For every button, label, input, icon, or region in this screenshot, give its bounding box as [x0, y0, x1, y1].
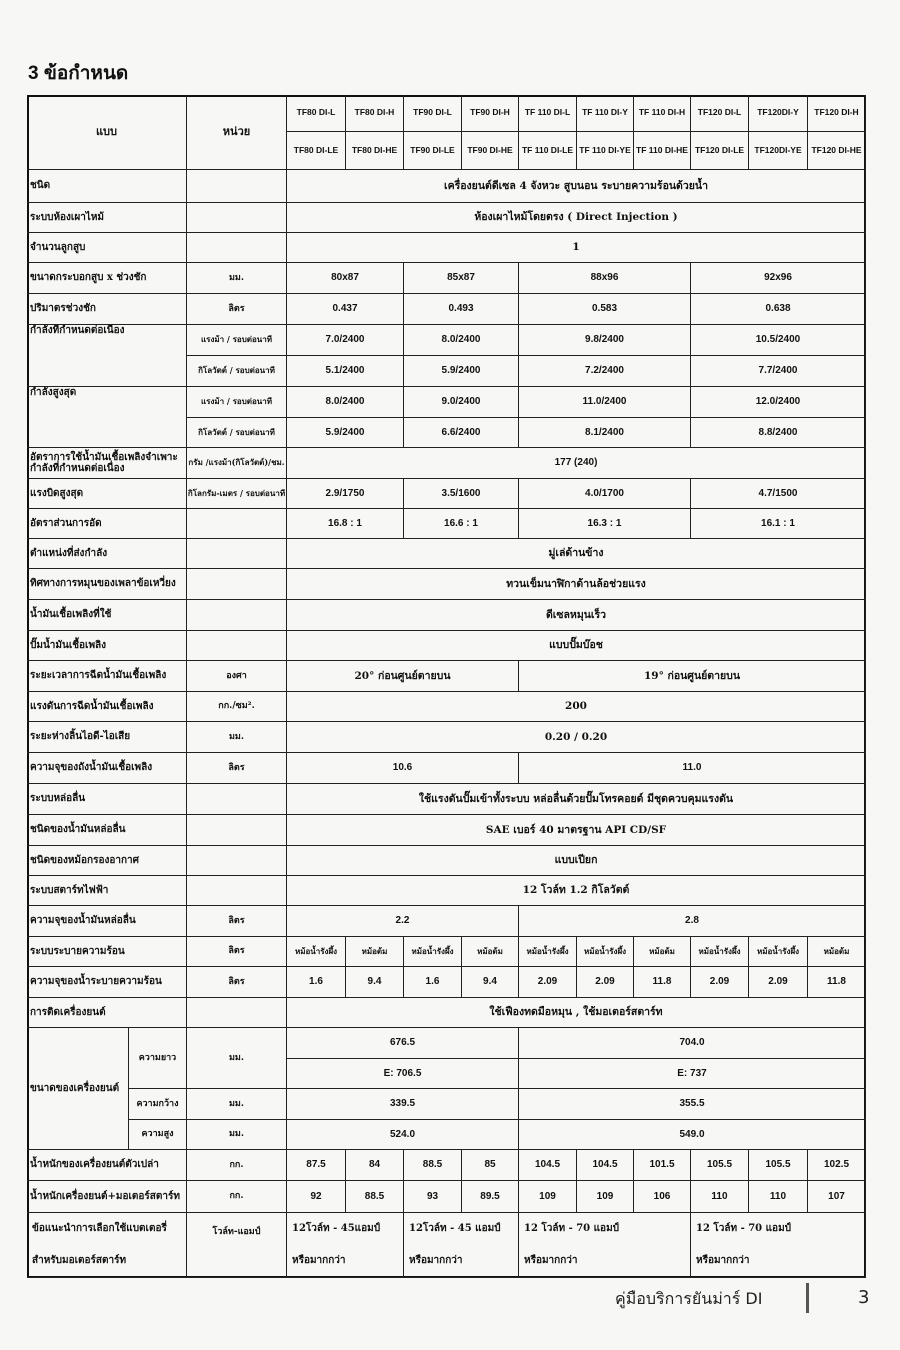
spec-value: 676.5 [287, 1028, 519, 1059]
section-title: 3 ข้อกำหนด [28, 63, 129, 84]
model-name-bottom: TF90 DI-LE [404, 132, 462, 170]
spec-value: 1.6 [287, 967, 346, 998]
spec-unit: กิโลวัตต์ / รอบต่อนาที [187, 418, 287, 448]
spec-label: ชนิดของหม้อกรองอากาศ [27, 846, 187, 876]
spec-value: 88.5 [346, 1181, 404, 1213]
spec-value: ทวนเข็มนาฬิกาด้านล้อช่วยแรง [287, 569, 866, 600]
battery-value-line: 12 โวล์ท - 70 แอมป์ [524, 1223, 620, 1235]
spec-label: จำนวนลูกสูบ [27, 233, 187, 263]
dimension-sublabel: ความสูง [129, 1120, 187, 1150]
spec-unit: องศา [187, 661, 287, 692]
spec-value: 4.0/1700 [519, 479, 691, 509]
spec-label: ชนิด [27, 170, 187, 203]
footer-title: คู่มือบริการยันม่าร์ DI [615, 1289, 763, 1308]
spec-label: ความจุของน้ำระบายความร้อน [27, 967, 187, 998]
spec-value: 2.9/1750 [287, 479, 404, 509]
spec-value: 85 [462, 1150, 519, 1181]
model-name-bottom: TF80 DI-LE [287, 132, 346, 170]
model-name-top: TF90 DI-L [404, 95, 462, 132]
model-name-bottom: TF 110 DI-LE [519, 132, 577, 170]
spec-value: 84 [346, 1150, 404, 1181]
spec-unit: ลิตร [187, 967, 287, 998]
spec-value: 6.6/2400 [404, 418, 519, 448]
spec-unit: กิโลวัตต์ / รอบต่อนาที [187, 356, 287, 387]
spec-value: 20° ก่อนศูนย์ตายบน [287, 661, 519, 692]
spec-unit [187, 631, 287, 661]
spec-value: 9.4 [346, 967, 404, 998]
spec-value: 3.5/1600 [404, 479, 519, 509]
spec-value: 524.0 [287, 1120, 519, 1150]
spec-value: 105.5 [691, 1150, 749, 1181]
spec-value: 11.0/2400 [519, 387, 691, 418]
spec-value: 200 [287, 692, 866, 722]
battery-recommendation [691, 1213, 866, 1278]
spec-unit: กก. [187, 1150, 287, 1181]
spec-value: 16.8 : 1 [287, 509, 404, 539]
battery-label-line: ข้อแนะนำการเลือกใช้แบตเตอรี่ [32, 1223, 167, 1235]
spec-value: 0.583 [519, 294, 691, 325]
spec-unit [187, 600, 287, 631]
spec-unit [187, 170, 287, 203]
spec-value: 110 [691, 1181, 749, 1213]
spec-value: 339.5 [287, 1089, 519, 1120]
spec-value: 106 [634, 1181, 691, 1213]
spec-value: 0.638 [691, 294, 866, 325]
spec-unit [187, 815, 287, 846]
spec-value: หม้อน้ำรังผึ้ง [749, 937, 808, 967]
spec-label: น้ำหนักของเครื่องยนต์ตัวเปล่า [27, 1150, 187, 1181]
spec-value: 1 [287, 233, 866, 263]
spec-value: 11.8 [808, 967, 866, 998]
dimension-sublabel: ความกว้าง [129, 1089, 187, 1120]
spec-value: 549.0 [519, 1120, 866, 1150]
spec-label: ปริมาตรช่วงชัก [27, 294, 187, 325]
spec-value: 104.5 [577, 1150, 634, 1181]
spec-unit: กรัม /แรงม้า(กิโลวัตต์)/ชม. [187, 448, 287, 479]
spec-value: หม้อต้ม [634, 937, 691, 967]
spec-value: 102.5 [808, 1150, 866, 1181]
spec-value: เครื่องยนต์ดีเซล 4 จังหวะ สูบนอน ระบายความร้อนด้วยน้ำ [287, 170, 866, 203]
spec-label: ทิศทางการหมุนของเพลาข้อเหวี่ยง [27, 569, 187, 600]
model-name-top: TF120 DI-L [691, 95, 749, 132]
spec-value: 10.6 [287, 753, 519, 784]
spec-unit: ลิตร [187, 937, 287, 967]
battery-label-line: สำหรับมอเตอร์สตาร์ท [32, 1255, 127, 1267]
spec-label: กำลังสูงสุด [27, 387, 187, 448]
spec-value: 9.0/2400 [404, 387, 519, 418]
spec-value: 92x96 [691, 263, 866, 294]
spec-value: 8.1/2400 [519, 418, 691, 448]
spec-value: ใช้เฟืองทดมือหมุน , ใช้มอเตอร์สตาร์ท [287, 998, 866, 1028]
spec-unit: ลิตร [187, 294, 287, 325]
model-name-top: TF80 DI-H [346, 95, 404, 132]
spec-value: หม้อน้ำรังผึ้ง [519, 937, 577, 967]
spec-value: หม้อต้ม [462, 937, 519, 967]
spec-label: อัตราการใช้น้ำมันเชื้อเพลิงจำเพาะกำลังที่กำหนดต่อเนื่อง [27, 448, 187, 479]
spec-value: 11.8 [634, 967, 691, 998]
spec-value: แบบปั๊มบ๊อช [287, 631, 866, 661]
spec-value: 8.8/2400 [691, 418, 866, 448]
page-number: 3 [858, 1287, 870, 1308]
spec-value: 10.5/2400 [691, 325, 866, 356]
battery-value-line: หรือมากกว่า [409, 1255, 463, 1267]
model-name-top: TF 110 DI-H [634, 95, 691, 132]
spec-value: มู่เล่ด้านข้าง [287, 539, 866, 569]
spec-value: 80x87 [287, 263, 404, 294]
spec-value: หม้อต้ม [808, 937, 866, 967]
spec-value: 4.7/1500 [691, 479, 866, 509]
model-name-top: TF120 DI-H [808, 95, 866, 132]
spec-unit: กก./ซม². [187, 692, 287, 722]
spec-value: 177 (240) [287, 448, 866, 479]
battery-recommendation [287, 1213, 404, 1278]
spec-label: ปั๊มน้ำมันเชื้อเพลิง [27, 631, 187, 661]
spec-label: การติดเครื่องยนต์ [27, 998, 187, 1028]
spec-unit: ลิตร [187, 906, 287, 937]
spec-value: 88x96 [519, 263, 691, 294]
spec-unit: กิโลกรัม-เมตร / รอบต่อนาที [187, 479, 287, 509]
model-name-bottom: TF90 DI-HE [462, 132, 519, 170]
spec-value: 5.9/2400 [404, 356, 519, 387]
spec-value: 2.8 [519, 906, 866, 937]
spec-unit: แรงม้า / รอบต่อนาที [187, 387, 287, 418]
spec-unit: โวล์ท-แอมป์ [187, 1213, 287, 1278]
spec-value: หม้อน้ำรังผึ้ง [691, 937, 749, 967]
spec-value: 110 [749, 1181, 808, 1213]
spec-value: 1.6 [404, 967, 462, 998]
spec-label: อัตราส่วนการอัด [27, 509, 187, 539]
model-name-top: TF 110 DI-Y [577, 95, 634, 132]
spec-value: 107 [808, 1181, 866, 1213]
spec-unit [187, 203, 287, 233]
spec-value: 87.5 [287, 1150, 346, 1181]
spec-label: น้ำหนักเครื่องยนต์+มอเตอร์สตาร์ท [27, 1181, 187, 1213]
spec-unit: มม. [187, 263, 287, 294]
spec-label: ความจุของน้ำมันหล่อลื่น [27, 906, 187, 937]
spec-label: แรงบิดสูงสุด [27, 479, 187, 509]
spec-value: 7.0/2400 [287, 325, 404, 356]
spec-value: 2.09 [519, 967, 577, 998]
model-name-bottom: TF 110 DI-YE [577, 132, 634, 170]
spec-value: 704.0 [519, 1028, 866, 1059]
spec-label: ชนิดของน้ำมันหล่อลื่น [27, 815, 187, 846]
battery-value-line: หรือมากกว่า [524, 1255, 578, 1267]
header-unit-label: หน่วย [187, 95, 287, 170]
battery-value-line: 12โวล์ท - 45แอมป์ [292, 1223, 381, 1235]
spec-value: 2.09 [749, 967, 808, 998]
spec-label: น้ำมันเชื้อเพลิงที่ใช้ [27, 600, 187, 631]
spec-value: 12 โวล์ท 1.2 กิโลวัตต์ [287, 876, 866, 906]
spec-unit [187, 569, 287, 600]
battery-value-line: หรือมากกว่า [292, 1255, 346, 1267]
footer-divider [806, 1283, 809, 1313]
battery-value-line: 12 โวล์ท - 70 แอมป์ [696, 1223, 792, 1235]
spec-value: E: 737 [519, 1059, 866, 1089]
spec-label: กำลังที่กำหนดต่อเนื่อง [27, 325, 187, 387]
battery-value-line: 12โวล์ท - 45 แอมป์ [409, 1223, 501, 1235]
spec-value: 8.0/2400 [404, 325, 519, 356]
spec-label: ระบบสตาร์ทไฟฟ้า [27, 876, 187, 906]
spec-value: 7.7/2400 [691, 356, 866, 387]
spec-value: 16.1 : 1 [691, 509, 866, 539]
spec-unit [187, 509, 287, 539]
spec-value: 0.437 [287, 294, 404, 325]
spec-value: ห้องเผาไหม้โดยตรง ( Direct Injection ) [287, 203, 866, 233]
spec-unit: กก. [187, 1181, 287, 1213]
spec-value: 2.2 [287, 906, 519, 937]
spec-value: 109 [519, 1181, 577, 1213]
spec-unit: ลิตร [187, 753, 287, 784]
spec-value: 93 [404, 1181, 462, 1213]
spec-value: หม้อน้ำรังผึ้ง [287, 937, 346, 967]
spec-value: 2.09 [577, 967, 634, 998]
spec-value: 5.9/2400 [287, 418, 404, 448]
header-model-label: แบบ [27, 95, 187, 170]
dimension-sublabel: ความยาว [129, 1028, 187, 1089]
spec-value: 19° ก่อนศูนย์ตายบน [519, 661, 866, 692]
spec-value: 12.0/2400 [691, 387, 866, 418]
spec-unit: มม. [187, 722, 287, 753]
spec-value: ใช้แรงดันปั๊มเข้าทั้งระบบ หล่อลื่นด้วยปั๊มโทรคอยด์ มีชุดควบคุมแรงดัน [287, 784, 866, 815]
spec-value: หม้อน้ำรังผึ้ง [404, 937, 462, 967]
spec-value: 104.5 [519, 1150, 577, 1181]
spec-label: แรงดันการฉีดน้ำมันเชื้อเพลิง [27, 692, 187, 722]
spec-value: 9.8/2400 [519, 325, 691, 356]
model-name-top: TF 110 DI-L [519, 95, 577, 132]
spec-value: 2.09 [691, 967, 749, 998]
spec-label: ระบบห้องเผาไหม้ [27, 203, 187, 233]
spec-value: 88.5 [404, 1150, 462, 1181]
model-name-top: TF90 DI-H [462, 95, 519, 132]
spec-value: ดีเซลหมุนเร็ว [287, 600, 866, 631]
model-name-bottom: TF120 DI-LE [691, 132, 749, 170]
battery-value-line: หรือมากกว่า [696, 1255, 750, 1267]
battery-recommendation [519, 1213, 691, 1278]
spec-value: หม้อต้ม [346, 937, 404, 967]
model-name-top: TF120DI-Y [749, 95, 808, 132]
spec-label: ระยะเวลาการฉีดน้ำมันเชื้อเพลิง [27, 661, 187, 692]
spec-value: 0.493 [404, 294, 519, 325]
model-name-bottom: TF80 DI-HE [346, 132, 404, 170]
spec-value: 16.3 : 1 [519, 509, 691, 539]
spec-value: 7.2/2400 [519, 356, 691, 387]
spec-value: 355.5 [519, 1089, 866, 1120]
spec-value: 8.0/2400 [287, 387, 404, 418]
spec-value: E: 706.5 [287, 1059, 519, 1089]
model-name-top: TF80 DI-L [287, 95, 346, 132]
spec-value: 16.6 : 1 [404, 509, 519, 539]
spec-unit [187, 876, 287, 906]
spec-unit [187, 998, 287, 1028]
spec-unit: มม. [187, 1089, 287, 1120]
spec-label: ขนาดกระบอกสูบ x ช่วงชัก [27, 263, 187, 294]
spec-unit [187, 539, 287, 569]
spec-unit [187, 846, 287, 876]
spec-value: 11.0 [519, 753, 866, 784]
model-name-bottom: TF 110 DI-HE [634, 132, 691, 170]
spec-unit [187, 233, 287, 263]
battery-label [27, 1213, 187, 1278]
spec-label: ระบบระบายความร้อน [27, 937, 187, 967]
spec-unit: มม. [187, 1120, 287, 1150]
spec-unit: แรงม้า / รอบต่อนาที [187, 325, 287, 356]
model-name-bottom: TF120DI-YE [749, 132, 808, 170]
spec-label: ตำแหน่งที่ส่งกำลัง [27, 539, 187, 569]
spec-label: ความจุของถังน้ำมันเชื้อเพลิง [27, 753, 187, 784]
spec-value: 92 [287, 1181, 346, 1213]
spec-value: 101.5 [634, 1150, 691, 1181]
spec-value: 0.20 / 0.20 [287, 722, 866, 753]
spec-value: หม้อน้ำรังผึ้ง [577, 937, 634, 967]
spec-value: 89.5 [462, 1181, 519, 1213]
spec-value: 9.4 [462, 967, 519, 998]
spec-table [27, 95, 866, 1278]
model-name-bottom: TF120 DI-HE [808, 132, 866, 170]
spec-value: แบบเปียก [287, 846, 866, 876]
spec-value: 105.5 [749, 1150, 808, 1181]
spec-value: 109 [577, 1181, 634, 1213]
spec-label: ระบบหล่อลื่น [27, 784, 187, 815]
battery-recommendation [404, 1213, 519, 1278]
spec-unit: มม. [187, 1028, 287, 1089]
spec-value: 5.1/2400 [287, 356, 404, 387]
spec-value: 85x87 [404, 263, 519, 294]
spec-value: SAE เบอร์ 40 มาตรฐาน API CD/SF [287, 815, 866, 846]
spec-unit [187, 784, 287, 815]
spec-label: ขนาดของเครื่องยนต์ [27, 1028, 129, 1150]
spec-label: ระยะห่างลิ้นไอดี-ไอเสีย [27, 722, 187, 753]
